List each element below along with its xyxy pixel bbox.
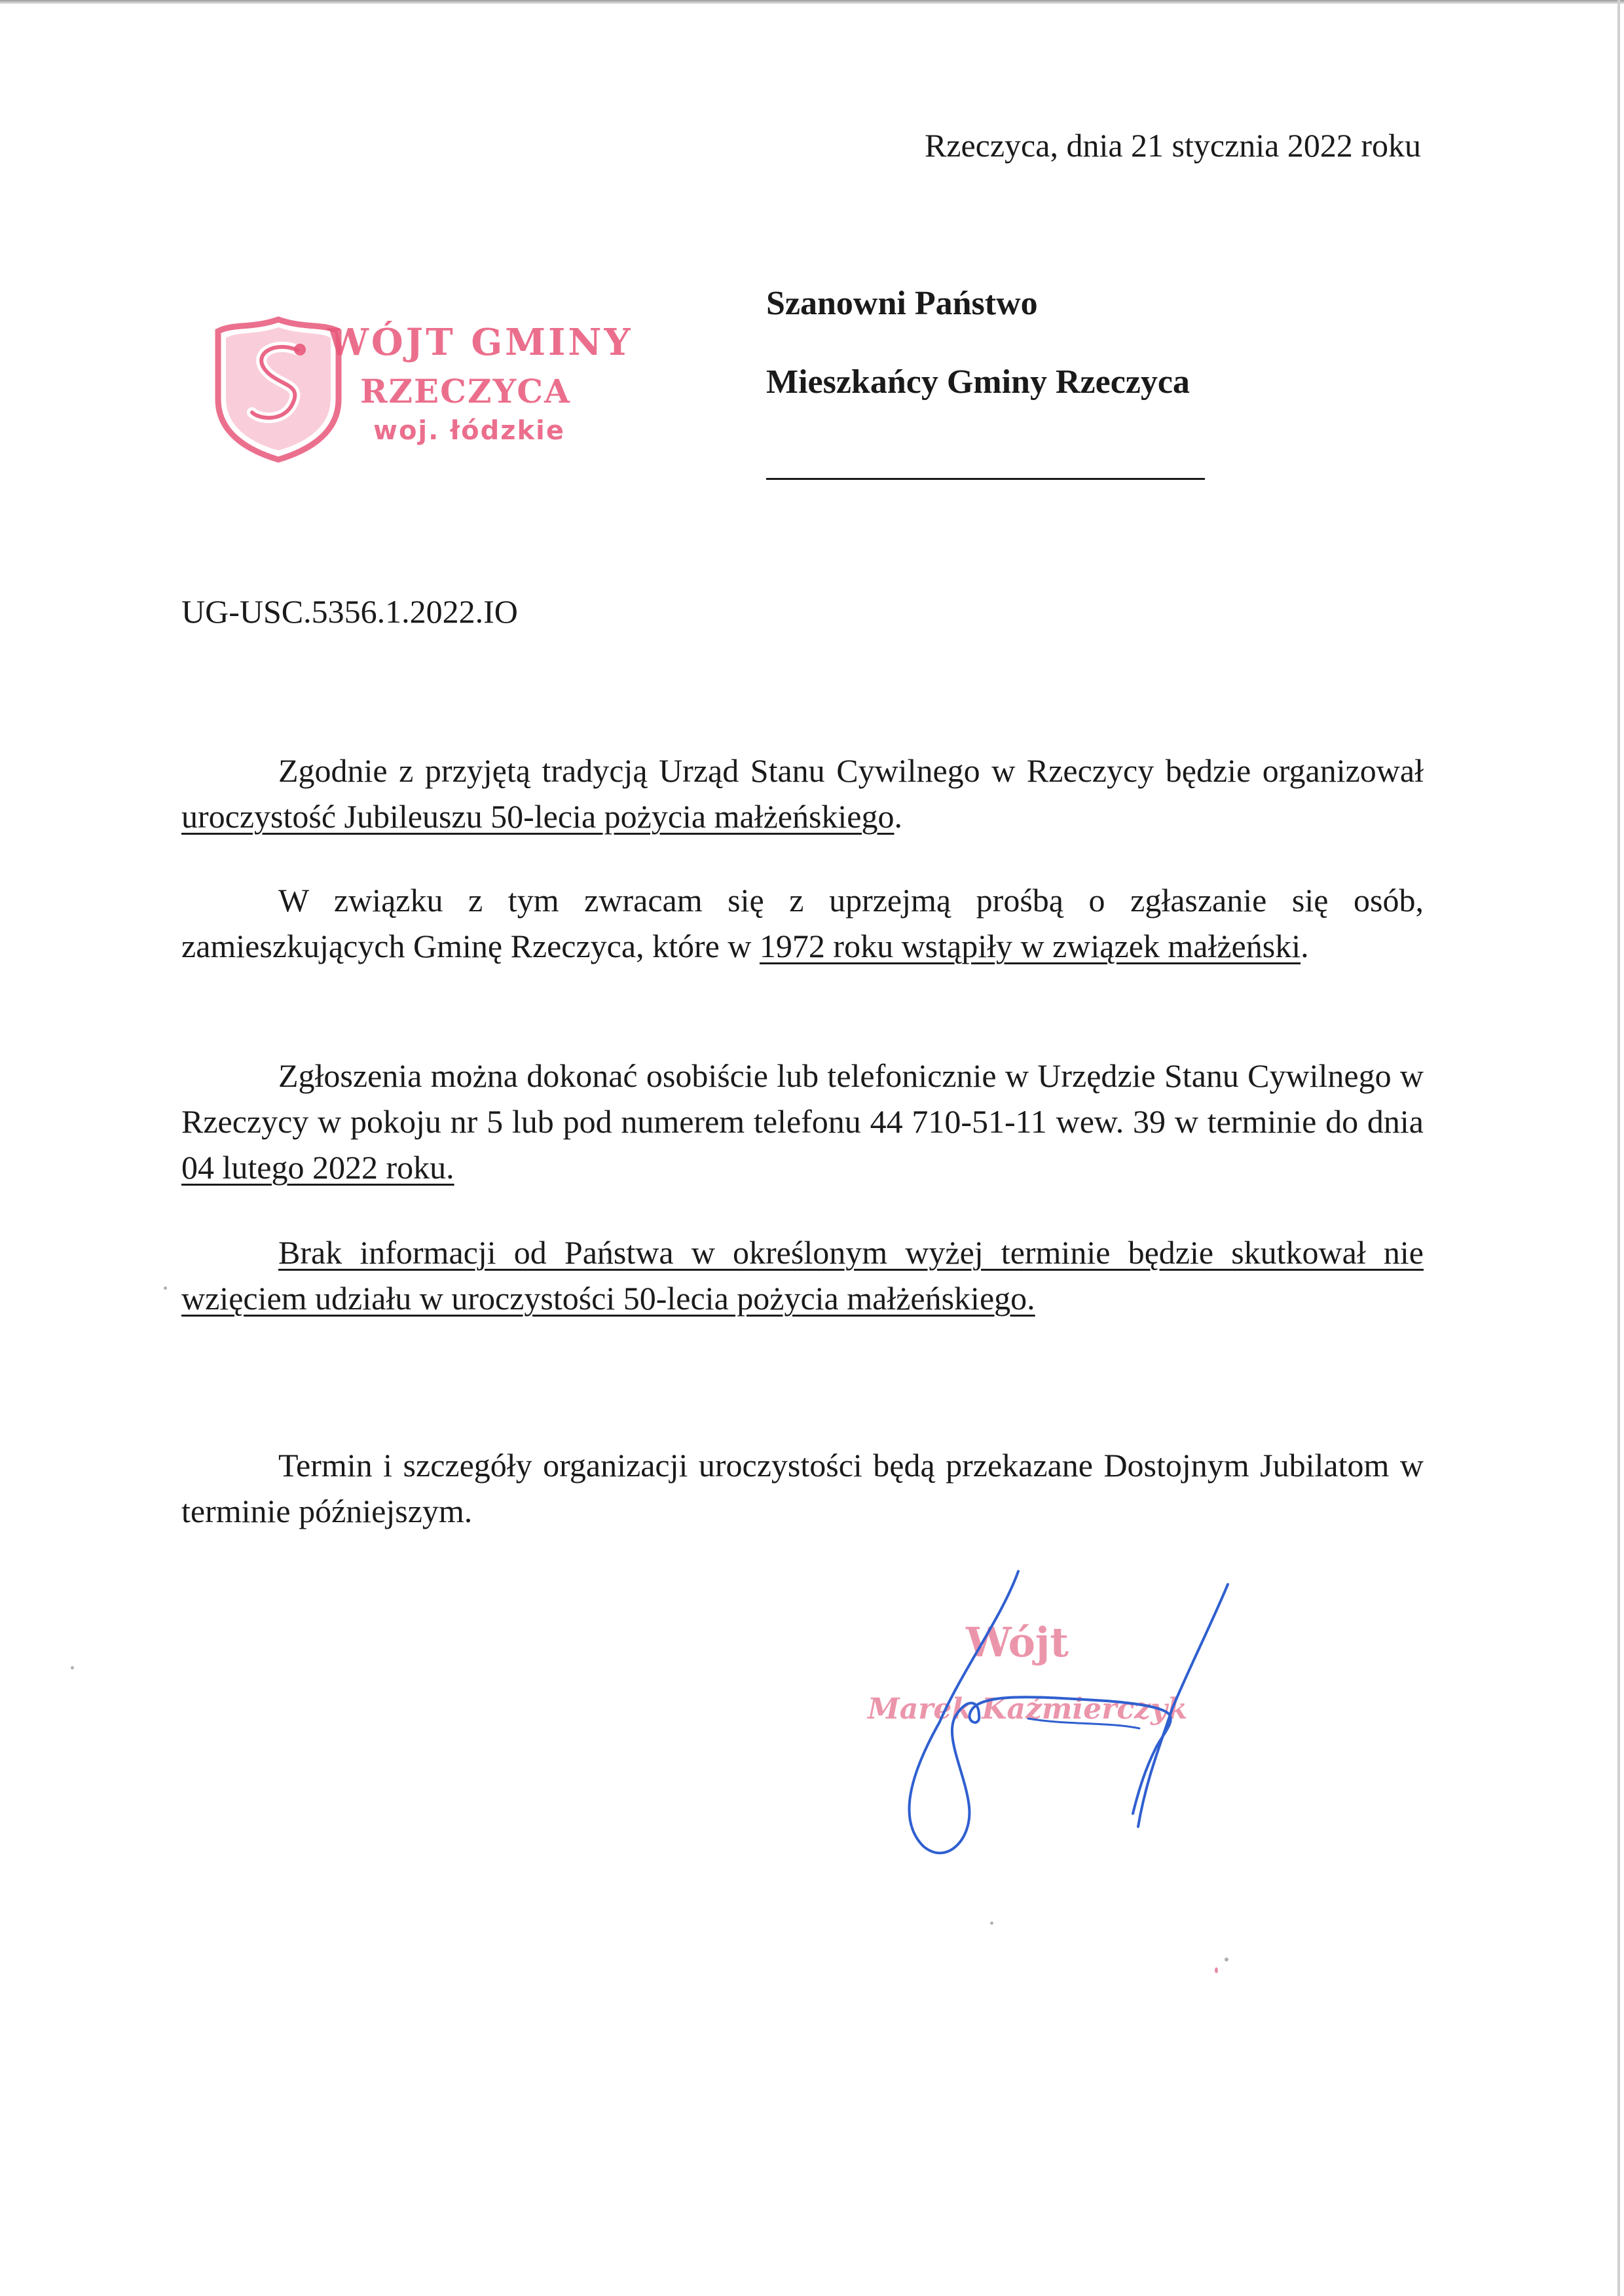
paragraph-4-underlined: Brak informacji od Państwa w określonym wyżej terminie będzie skutkował nie wzięciem udziału w uroczystości 50-lecia pożycia małżeńskiego. [181, 1234, 1424, 1317]
scan-speck [1225, 1958, 1228, 1961]
addressee-line-2: Mieszkańcy Gminy Rzeczyca [766, 363, 1190, 401]
paragraph-4 [181, 1230, 1424, 1321]
handwritten-signature-icon [832, 1558, 1251, 1872]
scan-speck [71, 1666, 74, 1669]
paragraph-5 [181, 1442, 1424, 1534]
signature-name: Marek Kaźmierczyk [868, 1692, 1188, 1726]
addressee-line-1: Szanowni Państwo [766, 285, 1038, 322]
paragraph-3 [181, 1053, 1424, 1190]
paragraph-2 [181, 877, 1424, 969]
reference-number: UG-USC.5356.1.2022.IO [181, 593, 518, 630]
stamp-line-2: RZECZYCA [360, 372, 571, 410]
scan-top-edge [0, 0, 1624, 4]
addressee-divider [766, 478, 1205, 480]
paragraph-3-text: Zgłoszenia można dokonać osobiście lub telefonicznie w Urzędzie Stanu Cywilnego w Rzeczycy w pokoju nr 5 lub pod numerem telefonu 44 710-51-11 wew. 39 w terminie do dnia [181, 1057, 1424, 1140]
scan-speck [164, 1286, 167, 1290]
municipal-stamp [213, 314, 633, 465]
stamp-line-3: woj. łódzkie [373, 416, 565, 446]
paragraph-1-underlined: uroczystość Jubileuszu 50-lecia pożycia małżeńskiego [181, 798, 895, 835]
place-date: Rzeczyca, dnia 21 stycznia 2022 roku [924, 127, 1421, 164]
paragraph-2-underlined: 1972 roku wstąpiły w związek małżeński [759, 928, 1301, 964]
paragraph-3-underlined: 04 lutego 2022 roku. [181, 1149, 454, 1186]
scan-speck [1215, 1967, 1218, 1973]
paragraph-1-text: Zgodnie z przyjętą tradycją Urząd Stanu Cywilnego w Rzeczycy będzie organizował [278, 752, 1424, 789]
paragraph-2-end: . [1301, 928, 1309, 964]
paragraph-5-text: Termin i szczegóły organizacji uroczystości będą przekazane Dostojnym Jubilatom w terminie późniejszym. [181, 1447, 1424, 1529]
paragraph-1-end: . [894, 798, 903, 835]
stamp-line-1: WÓJT GMINY [327, 321, 633, 364]
paragraph-1 [181, 748, 1424, 839]
scan-speck [990, 1922, 993, 1925]
signature-title: Wójt [966, 1618, 1069, 1666]
coat-of-arms-icon [213, 314, 344, 465]
paragraph-2-text: W związku z tym zwracam się z uprzejmą prośbą o zgłaszanie się osób, zamieszkujących Gminę Rzeczyca, które w [181, 882, 1424, 964]
signature-block [832, 1558, 1251, 1872]
scan-right-edge [1617, 0, 1620, 2296]
